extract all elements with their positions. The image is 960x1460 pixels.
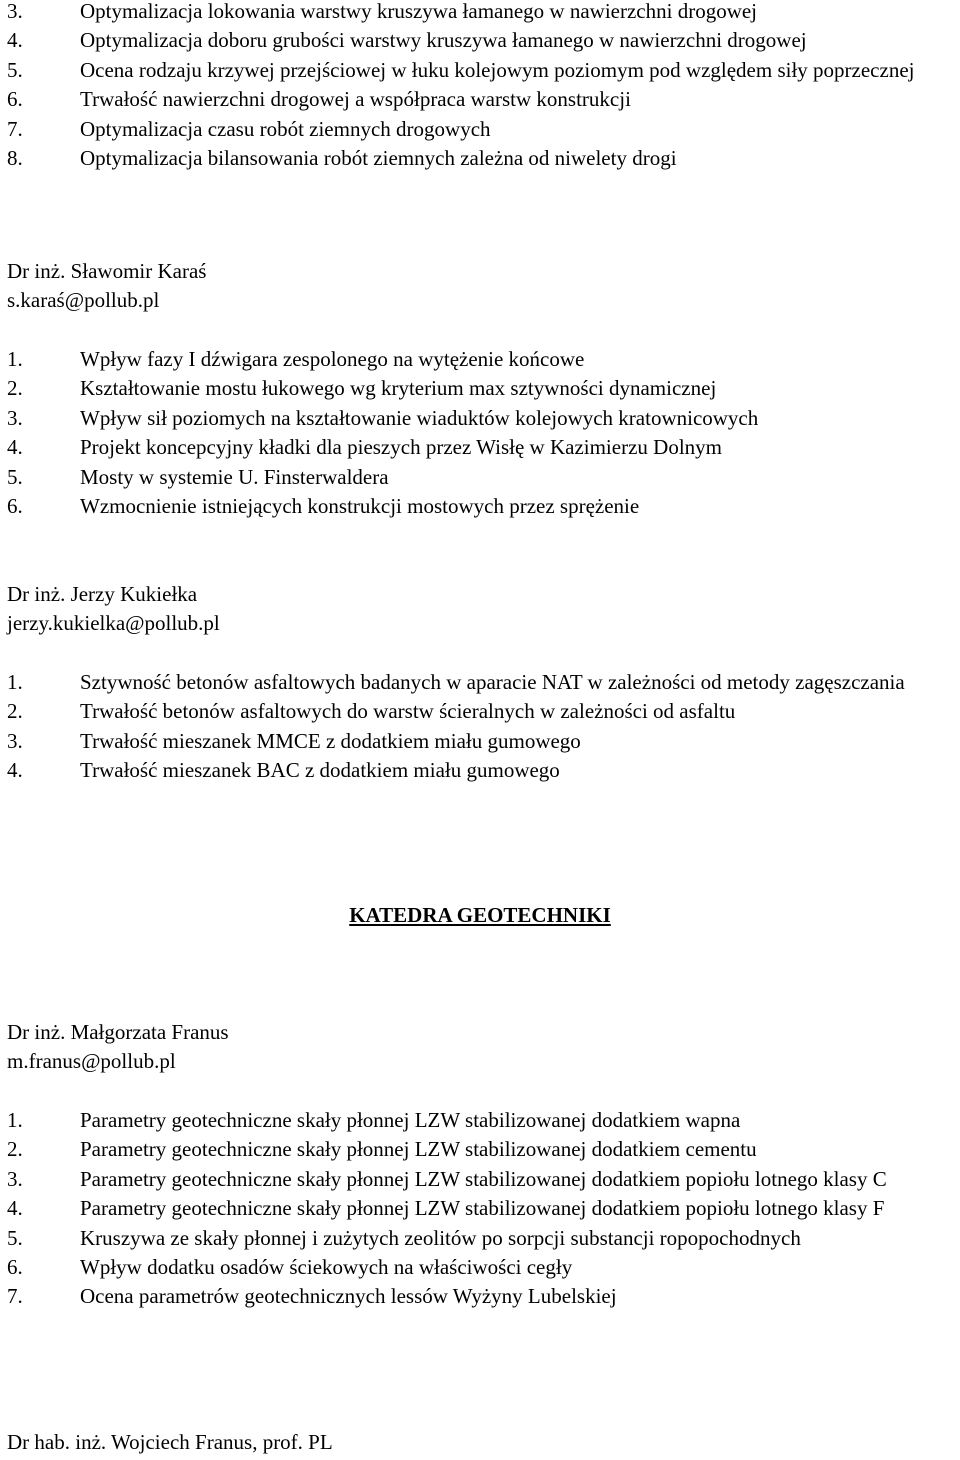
item-number: 4. <box>7 1196 23 1221</box>
topic-list <box>7 668 957 786</box>
supervisor-kukielka <box>7 580 957 639</box>
list-item <box>7 404 957 433</box>
item-text: Wzmocnienie istniejących konstrukcji mostowych przez sprężenie <box>80 494 640 519</box>
list-item <box>7 697 957 726</box>
list-item <box>7 1224 957 1253</box>
item-text: Optymalizacja czasu robót ziemnych drogowych <box>80 116 491 141</box>
supervisor-name: Dr inż. Jerzy Kukiełka <box>7 582 198 606</box>
item-number: 3. <box>7 728 23 753</box>
list-item <box>7 144 957 173</box>
item-number: 2. <box>7 1137 23 1162</box>
topic-list <box>7 1106 957 1312</box>
department-heading: KATEDRA GEOTECHNIKI <box>349 903 611 927</box>
list-item <box>7 26 957 55</box>
item-number: 1. <box>7 1108 23 1132</box>
list-item <box>7 1282 957 1311</box>
supervisor-name: Dr hab. inż. Wojciech Franus, prof. PL <box>7 1430 333 1454</box>
list-item <box>7 756 957 785</box>
supervisor-email[interactable]: jerzy.kukielka@pollub.pl <box>7 611 220 636</box>
item-text: Ocena rodzaju krzywej przejściowej w łuku kolejowym poziomym pod względem siły poprzecznej <box>80 57 915 82</box>
topic-list <box>7 0 957 173</box>
item-number: 2. <box>7 699 23 724</box>
item-number: 4. <box>7 435 23 460</box>
item-text: Wpływ sił poziomych na kształtowanie wiaduktów kolejowych kratownicowych <box>80 405 759 430</box>
item-text: Parametry geotechniczne skały płonnej LZW stabilizowanej dodatkiem wapna <box>80 1108 741 1132</box>
item-text: Optymalizacja bilansowania robót ziemnych zależna od niwelety drogi <box>80 146 677 171</box>
item-text: Projekt koncepcyjny kładki dla pieszych przez Wisłę w Kazimierzu Dolnym <box>80 435 722 460</box>
topics-section-3 <box>7 668 957 786</box>
item-number: 3. <box>7 0 23 23</box>
item-number: 7. <box>7 116 23 141</box>
item-number: 1. <box>7 347 23 371</box>
list-item <box>7 1194 957 1223</box>
item-number: 3. <box>7 405 23 430</box>
item-text: Trwałość betonów asfaltowych do warstw ścieralnych w zależności od asfaltu <box>80 699 736 724</box>
topic-list <box>7 345 957 521</box>
item-number: 3. <box>7 1166 23 1191</box>
supervisor-name: Dr inż. Sławomir Karaś <box>7 259 207 283</box>
item-text: Ocena parametrów geotechnicznych lessów Wyżyny Lubelskiej <box>80 1284 617 1309</box>
item-number: 6. <box>7 87 23 112</box>
list-item <box>7 374 957 403</box>
supervisor-karas <box>7 257 957 316</box>
supervisor-m-franus <box>7 1018 957 1077</box>
supervisor-w-franus <box>7 1428 957 1457</box>
topics-section-4 <box>7 1106 957 1312</box>
item-number: 6. <box>7 1255 23 1280</box>
item-number: 5. <box>7 464 23 489</box>
supervisor-email[interactable]: s.karaś@pollub.pl <box>7 288 160 313</box>
list-item <box>7 727 957 756</box>
list-item <box>7 1135 957 1164</box>
item-number: 1. <box>7 670 23 694</box>
item-text: Optymalizacja lokowania warstwy kruszywa łamanego w nawierzchni drogowej <box>80 0 758 23</box>
item-number: 2. <box>7 376 23 401</box>
item-number: 5. <box>7 57 23 82</box>
item-text: Trwałość nawierzchni drogowej a współpraca warstw konstrukcji <box>80 87 631 112</box>
item-number: 5. <box>7 1225 23 1250</box>
item-text: Kruszywa ze skały płonnej i zużytych zeolitów po sorpcji substancji ropopochodnych <box>80 1225 801 1250</box>
item-number: 6. <box>7 494 23 519</box>
list-item <box>7 1165 957 1194</box>
item-text: Parametry geotechniczne skały płonnej LZW stabilizowanej dodatkiem cementu <box>80 1137 757 1162</box>
item-text: Kształtowanie mostu łukowego wg kryterium max sztywności dynamicznej <box>80 376 717 401</box>
item-text: Trwałość mieszanek BAC z dodatkiem miału gumowego <box>80 758 560 783</box>
list-item <box>7 433 957 462</box>
list-item <box>7 668 957 697</box>
item-number: 8. <box>7 146 23 171</box>
supervisor-name: Dr inż. Małgorzata Franus <box>7 1020 229 1044</box>
item-text: Wpływ fazy I dźwigara zespolonego na wytężenie końcowe <box>80 347 585 371</box>
item-text: Mosty w systemie U. Finsterwaldera <box>80 464 389 489</box>
topics-section-1 <box>7 0 957 173</box>
topics-section-2 <box>7 345 957 521</box>
item-text: Parametry geotechniczne skały płonnej LZW stabilizowanej dodatkiem popiołu lotnego klasy F <box>80 1196 885 1221</box>
item-text: Optymalizacja doboru grubości warstwy kruszywa łamanego w nawierzchni drogowej <box>80 28 807 53</box>
item-text: Trwałość mieszanek MMCE z dodatkiem miału gumowego <box>80 728 581 753</box>
item-text: Wpływ dodatku osadów ściekowych na właściwości cegły <box>80 1255 573 1280</box>
item-number: 4. <box>7 28 23 53</box>
list-item <box>7 56 957 85</box>
list-item <box>7 115 957 144</box>
supervisor-email[interactable]: m.franus@pollub.pl <box>7 1049 176 1074</box>
item-number: 7. <box>7 1284 23 1309</box>
list-item <box>7 492 957 521</box>
list-item <box>7 85 957 114</box>
list-item <box>7 1253 957 1282</box>
item-number: 4. <box>7 758 23 783</box>
list-item <box>7 0 957 26</box>
list-item <box>7 1106 957 1135</box>
item-text: Sztywność betonów asfaltowych badanych w aparacie NAT w zależności od metody zagęszczania <box>80 670 905 694</box>
list-item <box>7 463 957 492</box>
item-text: Parametry geotechniczne skały płonnej LZW stabilizowanej dodatkiem popiołu lotnego klasy C <box>80 1166 887 1191</box>
list-item <box>7 345 957 374</box>
